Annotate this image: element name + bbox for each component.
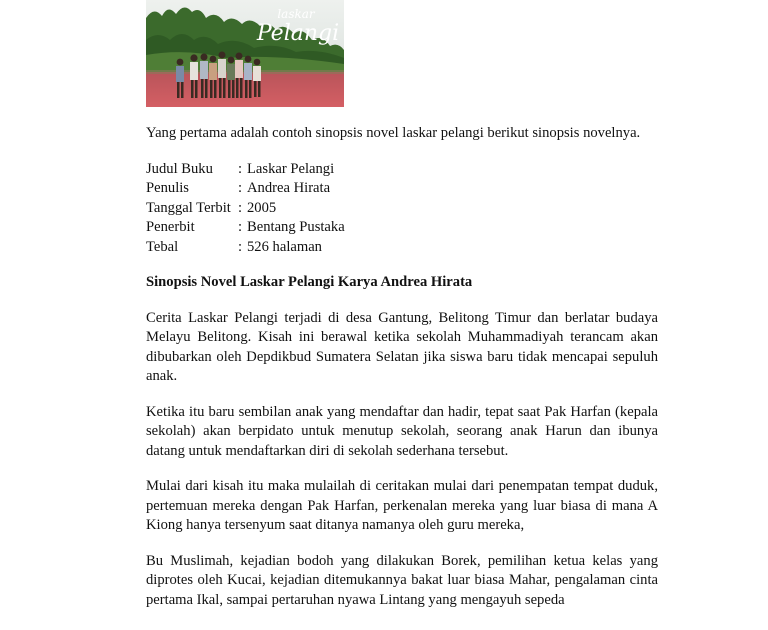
book-info-separator: :	[238, 219, 243, 235]
intro-paragraph: Yang pertama adalah contoh sinopsis novel laskar pelangi berikut sinopsis novelnya.	[146, 125, 641, 141]
book-info-separator: :	[238, 180, 243, 196]
book-cover-image	[146, 0, 344, 107]
book-info-separator: :	[238, 238, 243, 255]
cover-logo-bottom: Pelangi	[256, 21, 340, 46]
synopsis-paragraph: Bu Muslimah, kejadian bodoh yang dilakukan Borek, pemilihan ketua kelas yang diprotes oleh Kucai, kejadian ditemukannya bakat luar biasa Mahar, pengalaman cinta pertama Ikal, sampai pertaruhan nyawa Lintang yang mengayuh sepeda	[146, 552, 658, 608]
book-info-value: Andrea Hirata	[247, 180, 331, 196]
book-info-row	[146, 199, 658, 219]
cover-logo-top: laskar	[277, 7, 315, 21]
article-content	[146, 124, 658, 626]
book-info-label: Tebal	[146, 238, 179, 255]
book-info-row	[146, 218, 658, 238]
book-info-label: Penerbit	[146, 219, 195, 235]
book-info-separator: :	[238, 199, 243, 216]
book-info-row	[146, 238, 658, 258]
book-info-list	[146, 160, 658, 258]
synopsis-paragraph: Mulai dari kisah itu maka mulailah di ceritakan mulai dari penempatan tempat duduk, pertemuan mereka dengan Pak Harfan, perkenalan mereka yang luar biasa di mana A Kiong hanya tersenyum saat ditanya namanya oleh guru mereka,	[146, 478, 658, 533]
book-info-label: Penulis	[146, 180, 189, 196]
book-info-label: Tanggal Terbit	[146, 199, 231, 216]
book-info-row	[146, 179, 658, 199]
book-info-label: Judul Buku	[146, 160, 213, 177]
synopsis-paragraph: Cerita Laskar Pelangi terjadi di desa Gantung, Belitong Timur dan berlatar budaya Melayu Belitong. Kisah ini berawal ketika sekolah Muhammadiyah terancam akan dibubarkan oleh Depdikbud Sumatera Selatan jika siswa baru tidak mencapai sepuluh anak.	[146, 309, 658, 384]
book-info-value: Bentang Pustaka	[247, 219, 345, 235]
book-info-value: Laskar Pelangi	[247, 160, 335, 177]
synopsis-heading: Sinopsis Novel Laskar Pelangi Karya Andrea Hirata	[146, 274, 473, 290]
book-info-row	[146, 160, 658, 180]
book-info-value: 2005	[247, 199, 277, 216]
book-info-separator: :	[238, 160, 243, 177]
synopsis-paragraph: Ketika itu baru sembilan anak yang mendaftar dan hadir, tepat saat Pak Harfan (kepala sekolah) akan berpidato untuk menutup sekolah, seorang anak Harun dan ibunya datang untuk mendaftarkan diri di sekolah sederhana tersebut.	[146, 403, 658, 459]
book-info-value: 526 halaman	[247, 238, 322, 255]
cover-illustration	[146, 0, 344, 107]
